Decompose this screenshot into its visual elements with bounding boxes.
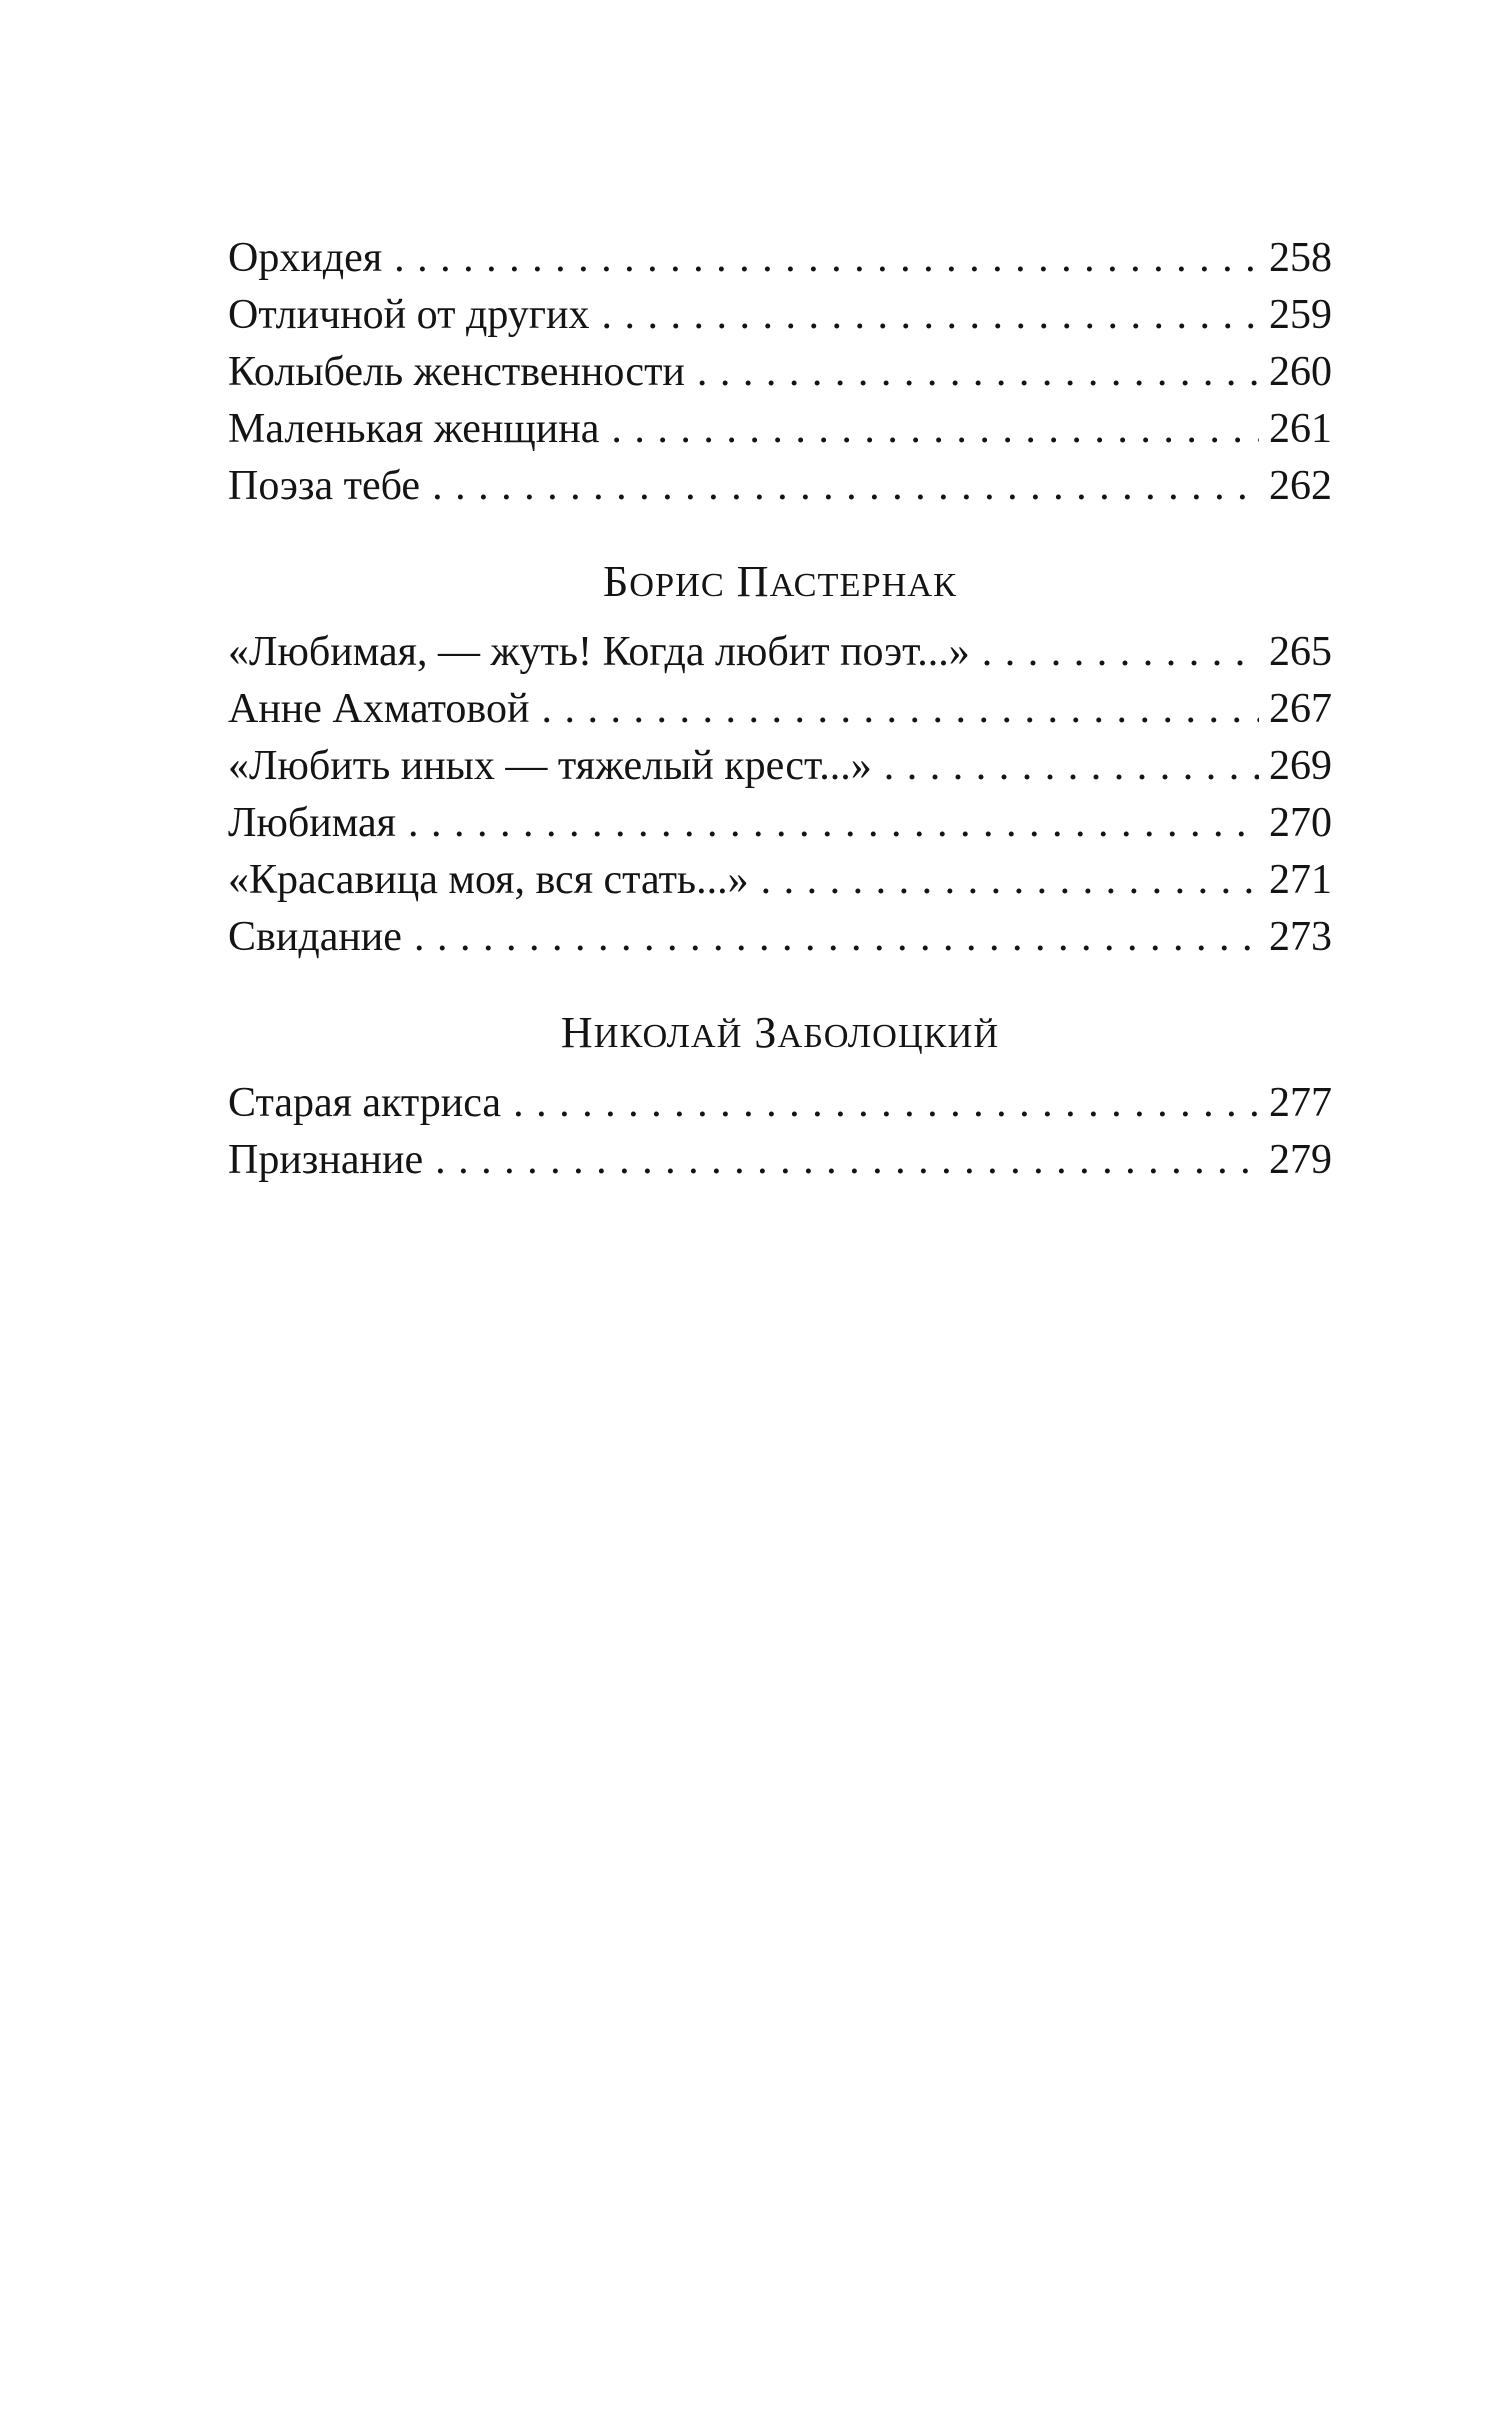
section-entries (228, 624, 1332, 966)
entry-title: Анне Ахматовой (228, 686, 530, 732)
dot-leader (414, 909, 1259, 966)
dot-leader (432, 458, 1259, 515)
dot-leader (611, 401, 1259, 458)
toc-entry (228, 344, 1332, 401)
entry-page-number: 258 (1269, 235, 1332, 281)
entry-title: Старая актриса (228, 1080, 502, 1126)
toc-entry (228, 287, 1332, 344)
dot-leader (513, 1075, 1259, 1132)
dot-leader (761, 852, 1259, 909)
toc-entry (228, 738, 1332, 795)
entry-page-number: 259 (1269, 292, 1332, 338)
dot-leader (435, 1132, 1259, 1189)
toc-entry (228, 401, 1332, 458)
toc-entry (228, 795, 1332, 852)
section-heading: БОРИС ПАСТЕРНАК (602, 557, 958, 606)
toc-entry (228, 1075, 1332, 1132)
section-heading: НИКОЛАЙ ЗАБОЛОЦКИЙ (560, 1008, 1000, 1057)
entry-page-number: 265 (1269, 629, 1332, 675)
entry-page-number: 279 (1269, 1137, 1332, 1183)
toc-entry (228, 458, 1332, 515)
toc-entry (228, 681, 1332, 738)
entry-title: Колыбель женственности (228, 349, 685, 395)
dot-leader (394, 230, 1259, 287)
toc-entry (228, 852, 1332, 909)
dot-leader (601, 287, 1259, 344)
section-entries (228, 230, 1332, 515)
entry-page-number: 269 (1269, 743, 1332, 789)
entry-page-number: 262 (1269, 463, 1332, 509)
toc-list (228, 230, 1332, 1189)
toc-section (228, 230, 1332, 515)
dot-leader (982, 624, 1259, 681)
entry-page-number: 270 (1269, 800, 1332, 846)
entry-title: Свидание (228, 914, 402, 960)
entry-page-number: 271 (1269, 857, 1332, 903)
toc-section (228, 553, 1332, 966)
toc-entry (228, 1132, 1332, 1189)
entry-page-number: 273 (1269, 914, 1332, 960)
entry-title: Признание (228, 1137, 424, 1183)
dot-leader (884, 738, 1259, 795)
entry-title: Отличной от других (228, 292, 590, 338)
dot-leader (408, 795, 1259, 852)
entry-title: Орхидея (228, 235, 383, 281)
toc-entry (228, 624, 1332, 681)
entry-title: Поэза тебе (228, 463, 421, 509)
entry-title: «Любить иных — тяжелый крест...» (228, 743, 872, 789)
entry-title: «Красавица моя, вся стать...» (228, 857, 749, 903)
entry-page-number: 277 (1269, 1080, 1332, 1126)
entry-page-number: 267 (1269, 686, 1332, 732)
entry-title: Маленькая женщина (228, 406, 600, 452)
entry-title: Любимая (228, 800, 396, 846)
entry-page-number: 260 (1269, 349, 1332, 395)
toc-entry (228, 230, 1332, 287)
section-entries (228, 1075, 1332, 1189)
entry-title: «Любимая, — жуть! Когда любит поэт...» (228, 629, 970, 675)
entry-page-number: 261 (1269, 406, 1332, 452)
dot-leader (697, 344, 1259, 401)
dot-leader (541, 681, 1259, 738)
toc-section (228, 1004, 1332, 1189)
toc-entry (228, 909, 1332, 966)
